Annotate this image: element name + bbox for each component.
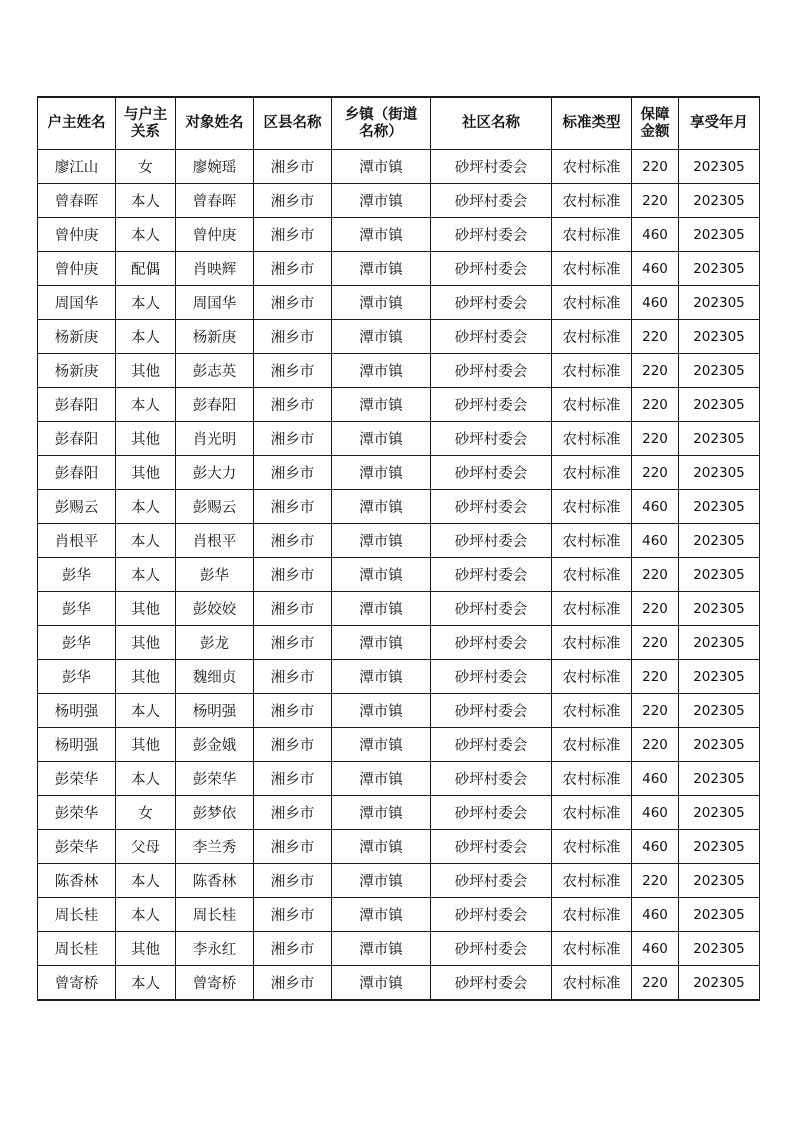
cell-community: 砂坪村委会 xyxy=(431,150,552,184)
cell-town: 潭市镇 xyxy=(332,898,431,932)
cell-head-name: 廖江山 xyxy=(38,150,116,184)
cell-head-name: 曾寄桥 xyxy=(38,966,116,1001)
cell-standard: 农村标准 xyxy=(552,660,632,694)
cell-town: 潭市镇 xyxy=(332,150,431,184)
cell-month: 202305 xyxy=(679,422,760,456)
cell-amount: 220 xyxy=(632,150,679,184)
cell-head-name: 周国华 xyxy=(38,286,116,320)
cell-head-name: 彭华 xyxy=(38,592,116,626)
cell-county: 湘乡市 xyxy=(254,898,332,932)
cell-town: 潭市镇 xyxy=(332,592,431,626)
cell-community: 砂坪村委会 xyxy=(431,490,552,524)
header-town: 乡镇（街道名称） xyxy=(332,97,431,150)
cell-standard: 农村标准 xyxy=(552,524,632,558)
cell-community: 砂坪村委会 xyxy=(431,728,552,762)
cell-county: 湘乡市 xyxy=(254,184,332,218)
table-body xyxy=(38,150,760,1001)
cell-county: 湘乡市 xyxy=(254,728,332,762)
table-row xyxy=(38,932,760,966)
cell-relation: 其他 xyxy=(116,660,176,694)
cell-month: 202305 xyxy=(679,762,760,796)
cell-relation: 女 xyxy=(116,796,176,830)
cell-month: 202305 xyxy=(679,898,760,932)
cell-county: 湘乡市 xyxy=(254,456,332,490)
cell-standard: 农村标准 xyxy=(552,558,632,592)
cell-month: 202305 xyxy=(679,932,760,966)
cell-town: 潭市镇 xyxy=(332,252,431,286)
cell-month: 202305 xyxy=(679,456,760,490)
cell-member-name: 彭华 xyxy=(176,558,254,592)
cell-relation: 父母 xyxy=(116,830,176,864)
table-row xyxy=(38,660,760,694)
cell-month: 202305 xyxy=(679,660,760,694)
table-row xyxy=(38,184,760,218)
cell-member-name: 廖婉瑶 xyxy=(176,150,254,184)
cell-county: 湘乡市 xyxy=(254,218,332,252)
cell-town: 潭市镇 xyxy=(332,184,431,218)
cell-amount: 220 xyxy=(632,388,679,422)
cell-head-name: 彭荣华 xyxy=(38,830,116,864)
cell-amount: 220 xyxy=(632,864,679,898)
table-row xyxy=(38,762,760,796)
cell-community: 砂坪村委会 xyxy=(431,320,552,354)
table-row xyxy=(38,320,760,354)
cell-month: 202305 xyxy=(679,796,760,830)
cell-county: 湘乡市 xyxy=(254,252,332,286)
table-row xyxy=(38,830,760,864)
cell-community: 砂坪村委会 xyxy=(431,830,552,864)
cell-county: 湘乡市 xyxy=(254,830,332,864)
header-relation: 与户主关系 xyxy=(116,97,176,150)
cell-relation: 本人 xyxy=(116,286,176,320)
cell-relation: 本人 xyxy=(116,864,176,898)
cell-head-name: 彭荣华 xyxy=(38,796,116,830)
cell-amount: 460 xyxy=(632,830,679,864)
cell-amount: 220 xyxy=(632,184,679,218)
cell-community: 砂坪村委会 xyxy=(431,456,552,490)
cell-standard: 农村标准 xyxy=(552,422,632,456)
cell-member-name: 魏细贞 xyxy=(176,660,254,694)
cell-county: 湘乡市 xyxy=(254,966,332,1001)
cell-standard: 农村标准 xyxy=(552,830,632,864)
cell-town: 潭市镇 xyxy=(332,728,431,762)
cell-head-name: 周长桂 xyxy=(38,898,116,932)
cell-county: 湘乡市 xyxy=(254,286,332,320)
cell-month: 202305 xyxy=(679,626,760,660)
cell-head-name: 杨明强 xyxy=(38,694,116,728)
cell-community: 砂坪村委会 xyxy=(431,218,552,252)
cell-month: 202305 xyxy=(679,218,760,252)
cell-member-name: 杨新庚 xyxy=(176,320,254,354)
cell-community: 砂坪村委会 xyxy=(431,286,552,320)
cell-head-name: 曾仲庚 xyxy=(38,252,116,286)
cell-amount: 220 xyxy=(632,456,679,490)
cell-standard: 农村标准 xyxy=(552,898,632,932)
cell-county: 湘乡市 xyxy=(254,150,332,184)
table-row xyxy=(38,490,760,524)
cell-member-name: 彭金娥 xyxy=(176,728,254,762)
cell-head-name: 杨明强 xyxy=(38,728,116,762)
cell-member-name: 周长桂 xyxy=(176,898,254,932)
cell-relation: 本人 xyxy=(116,524,176,558)
cell-month: 202305 xyxy=(679,320,760,354)
cell-member-name: 曾仲庚 xyxy=(176,218,254,252)
cell-standard: 农村标准 xyxy=(552,966,632,1001)
cell-community: 砂坪村委会 xyxy=(431,354,552,388)
cell-relation: 本人 xyxy=(116,762,176,796)
table-row xyxy=(38,592,760,626)
cell-month: 202305 xyxy=(679,490,760,524)
cell-county: 湘乡市 xyxy=(254,592,332,626)
header-member-name: 对象姓名 xyxy=(176,97,254,150)
cell-relation: 本人 xyxy=(116,184,176,218)
cell-town: 潭市镇 xyxy=(332,830,431,864)
cell-head-name: 曾仲庚 xyxy=(38,218,116,252)
cell-head-name: 曾春晖 xyxy=(38,184,116,218)
cell-community: 砂坪村委会 xyxy=(431,796,552,830)
cell-county: 湘乡市 xyxy=(254,354,332,388)
table-row xyxy=(38,966,760,1001)
cell-head-name: 彭赐云 xyxy=(38,490,116,524)
cell-community: 砂坪村委会 xyxy=(431,932,552,966)
cell-amount: 220 xyxy=(632,320,679,354)
cell-head-name: 杨新庚 xyxy=(38,320,116,354)
cell-county: 湘乡市 xyxy=(254,490,332,524)
cell-relation: 其他 xyxy=(116,592,176,626)
cell-amount: 460 xyxy=(632,762,679,796)
table-row xyxy=(38,286,760,320)
cell-head-name: 杨新庚 xyxy=(38,354,116,388)
cell-relation: 其他 xyxy=(116,626,176,660)
cell-town: 潭市镇 xyxy=(332,388,431,422)
cell-standard: 农村标准 xyxy=(552,388,632,422)
cell-amount: 220 xyxy=(632,626,679,660)
cell-member-name: 李永红 xyxy=(176,932,254,966)
cell-standard: 农村标准 xyxy=(552,320,632,354)
cell-town: 潭市镇 xyxy=(332,354,431,388)
header-amount: 保障金额 xyxy=(632,97,679,150)
table-row xyxy=(38,524,760,558)
cell-town: 潭市镇 xyxy=(332,694,431,728)
cell-member-name: 彭姣姣 xyxy=(176,592,254,626)
table-row xyxy=(38,150,760,184)
cell-town: 潭市镇 xyxy=(332,524,431,558)
document-page xyxy=(37,96,759,1001)
cell-town: 潭市镇 xyxy=(332,218,431,252)
cell-head-name: 彭华 xyxy=(38,626,116,660)
cell-member-name: 陈香林 xyxy=(176,864,254,898)
header-head-name: 户主姓名 xyxy=(38,97,116,150)
cell-standard: 农村标准 xyxy=(552,932,632,966)
table-row xyxy=(38,354,760,388)
cell-community: 砂坪村委会 xyxy=(431,252,552,286)
cell-amount: 220 xyxy=(632,592,679,626)
cell-community: 砂坪村委会 xyxy=(431,660,552,694)
table-row xyxy=(38,728,760,762)
cell-community: 砂坪村委会 xyxy=(431,422,552,456)
cell-amount: 460 xyxy=(632,898,679,932)
cell-head-name: 陈香林 xyxy=(38,864,116,898)
cell-community: 砂坪村委会 xyxy=(431,592,552,626)
cell-town: 潭市镇 xyxy=(332,320,431,354)
cell-amount: 460 xyxy=(632,796,679,830)
cell-community: 砂坪村委会 xyxy=(431,558,552,592)
cell-head-name: 彭春阳 xyxy=(38,388,116,422)
cell-relation: 本人 xyxy=(116,966,176,1001)
cell-community: 砂坪村委会 xyxy=(431,388,552,422)
cell-member-name: 彭龙 xyxy=(176,626,254,660)
cell-town: 潭市镇 xyxy=(332,660,431,694)
table-row xyxy=(38,422,760,456)
cell-month: 202305 xyxy=(679,728,760,762)
cell-relation: 其他 xyxy=(116,932,176,966)
header-month: 享受年月 xyxy=(679,97,760,150)
cell-month: 202305 xyxy=(679,694,760,728)
cell-standard: 农村标准 xyxy=(552,762,632,796)
cell-member-name: 杨明强 xyxy=(176,694,254,728)
cell-county: 湘乡市 xyxy=(254,694,332,728)
cell-town: 潭市镇 xyxy=(332,796,431,830)
cell-county: 湘乡市 xyxy=(254,660,332,694)
cell-relation: 配偶 xyxy=(116,252,176,286)
table-row xyxy=(38,694,760,728)
cell-amount: 460 xyxy=(632,218,679,252)
cell-amount: 460 xyxy=(632,932,679,966)
table-row xyxy=(38,864,760,898)
cell-month: 202305 xyxy=(679,184,760,218)
cell-standard: 农村标准 xyxy=(552,626,632,660)
cell-relation: 其他 xyxy=(116,422,176,456)
cell-relation: 本人 xyxy=(116,490,176,524)
cell-month: 202305 xyxy=(679,524,760,558)
cell-county: 湘乡市 xyxy=(254,932,332,966)
cell-amount: 220 xyxy=(632,354,679,388)
cell-month: 202305 xyxy=(679,830,760,864)
cell-amount: 460 xyxy=(632,524,679,558)
cell-town: 潭市镇 xyxy=(332,456,431,490)
cell-community: 砂坪村委会 xyxy=(431,184,552,218)
cell-member-name: 彭大力 xyxy=(176,456,254,490)
cell-county: 湘乡市 xyxy=(254,320,332,354)
cell-county: 湘乡市 xyxy=(254,864,332,898)
cell-relation: 其他 xyxy=(116,728,176,762)
table-row xyxy=(38,456,760,490)
cell-relation: 其他 xyxy=(116,354,176,388)
cell-community: 砂坪村委会 xyxy=(431,626,552,660)
cell-town: 潭市镇 xyxy=(332,626,431,660)
cell-relation: 本人 xyxy=(116,218,176,252)
table-row xyxy=(38,626,760,660)
cell-town: 潭市镇 xyxy=(332,864,431,898)
cell-member-name: 肖映辉 xyxy=(176,252,254,286)
cell-relation: 女 xyxy=(116,150,176,184)
cell-amount: 460 xyxy=(632,490,679,524)
cell-relation: 其他 xyxy=(116,456,176,490)
cell-head-name: 彭春阳 xyxy=(38,422,116,456)
cell-standard: 农村标准 xyxy=(552,796,632,830)
cell-member-name: 彭赐云 xyxy=(176,490,254,524)
cell-standard: 农村标准 xyxy=(552,354,632,388)
cell-member-name: 曾寄桥 xyxy=(176,966,254,1001)
cell-standard: 农村标准 xyxy=(552,218,632,252)
cell-amount: 220 xyxy=(632,728,679,762)
cell-town: 潭市镇 xyxy=(332,762,431,796)
cell-member-name: 曾春晖 xyxy=(176,184,254,218)
cell-community: 砂坪村委会 xyxy=(431,898,552,932)
cell-county: 湘乡市 xyxy=(254,422,332,456)
cell-month: 202305 xyxy=(679,150,760,184)
assistance-roster-table xyxy=(37,96,760,1001)
cell-head-name: 彭华 xyxy=(38,660,116,694)
cell-head-name: 彭春阳 xyxy=(38,456,116,490)
cell-member-name: 彭春阳 xyxy=(176,388,254,422)
header-community: 社区名称 xyxy=(431,97,552,150)
cell-amount: 220 xyxy=(632,660,679,694)
cell-community: 砂坪村委会 xyxy=(431,966,552,1001)
cell-standard: 农村标准 xyxy=(552,864,632,898)
cell-standard: 农村标准 xyxy=(552,252,632,286)
cell-county: 湘乡市 xyxy=(254,626,332,660)
cell-town: 潭市镇 xyxy=(332,286,431,320)
cell-standard: 农村标准 xyxy=(552,286,632,320)
cell-standard: 农村标准 xyxy=(552,694,632,728)
cell-month: 202305 xyxy=(679,252,760,286)
cell-standard: 农村标准 xyxy=(552,184,632,218)
cell-town: 潭市镇 xyxy=(332,422,431,456)
cell-town: 潭市镇 xyxy=(332,966,431,1001)
cell-standard: 农村标准 xyxy=(552,490,632,524)
cell-town: 潭市镇 xyxy=(332,558,431,592)
cell-member-name: 肖光明 xyxy=(176,422,254,456)
cell-month: 202305 xyxy=(679,286,760,320)
cell-community: 砂坪村委会 xyxy=(431,864,552,898)
cell-member-name: 李兰秀 xyxy=(176,830,254,864)
table-row xyxy=(38,252,760,286)
cell-amount: 220 xyxy=(632,558,679,592)
cell-month: 202305 xyxy=(679,354,760,388)
table-row xyxy=(38,388,760,422)
cell-head-name: 周长桂 xyxy=(38,932,116,966)
cell-member-name: 彭梦依 xyxy=(176,796,254,830)
cell-relation: 本人 xyxy=(116,898,176,932)
table-row xyxy=(38,558,760,592)
cell-relation: 本人 xyxy=(116,558,176,592)
table-row xyxy=(38,796,760,830)
cell-month: 202305 xyxy=(679,966,760,1001)
cell-standard: 农村标准 xyxy=(552,456,632,490)
table-row xyxy=(38,898,760,932)
cell-county: 湘乡市 xyxy=(254,524,332,558)
cell-member-name: 彭志英 xyxy=(176,354,254,388)
cell-member-name: 周国华 xyxy=(176,286,254,320)
cell-relation: 本人 xyxy=(116,388,176,422)
cell-community: 砂坪村委会 xyxy=(431,524,552,558)
cell-county: 湘乡市 xyxy=(254,558,332,592)
cell-standard: 农村标准 xyxy=(552,728,632,762)
cell-head-name: 彭华 xyxy=(38,558,116,592)
cell-relation: 本人 xyxy=(116,320,176,354)
cell-month: 202305 xyxy=(679,592,760,626)
header-standard: 标准类型 xyxy=(552,97,632,150)
cell-community: 砂坪村委会 xyxy=(431,694,552,728)
cell-town: 潭市镇 xyxy=(332,932,431,966)
cell-month: 202305 xyxy=(679,864,760,898)
cell-amount: 220 xyxy=(632,966,679,1001)
cell-head-name: 肖根平 xyxy=(38,524,116,558)
cell-month: 202305 xyxy=(679,388,760,422)
table-header-row xyxy=(38,97,760,150)
cell-county: 湘乡市 xyxy=(254,388,332,422)
cell-amount: 220 xyxy=(632,422,679,456)
cell-county: 湘乡市 xyxy=(254,762,332,796)
cell-amount: 220 xyxy=(632,694,679,728)
cell-member-name: 彭荣华 xyxy=(176,762,254,796)
cell-town: 潭市镇 xyxy=(332,490,431,524)
cell-amount: 460 xyxy=(632,252,679,286)
cell-standard: 农村标准 xyxy=(552,150,632,184)
cell-amount: 460 xyxy=(632,286,679,320)
header-county: 区县名称 xyxy=(254,97,332,150)
cell-member-name: 肖根平 xyxy=(176,524,254,558)
cell-county: 湘乡市 xyxy=(254,796,332,830)
cell-standard: 农村标准 xyxy=(552,592,632,626)
cell-head-name: 彭荣华 xyxy=(38,762,116,796)
cell-month: 202305 xyxy=(679,558,760,592)
cell-community: 砂坪村委会 xyxy=(431,762,552,796)
table-row xyxy=(38,218,760,252)
cell-relation: 本人 xyxy=(116,694,176,728)
